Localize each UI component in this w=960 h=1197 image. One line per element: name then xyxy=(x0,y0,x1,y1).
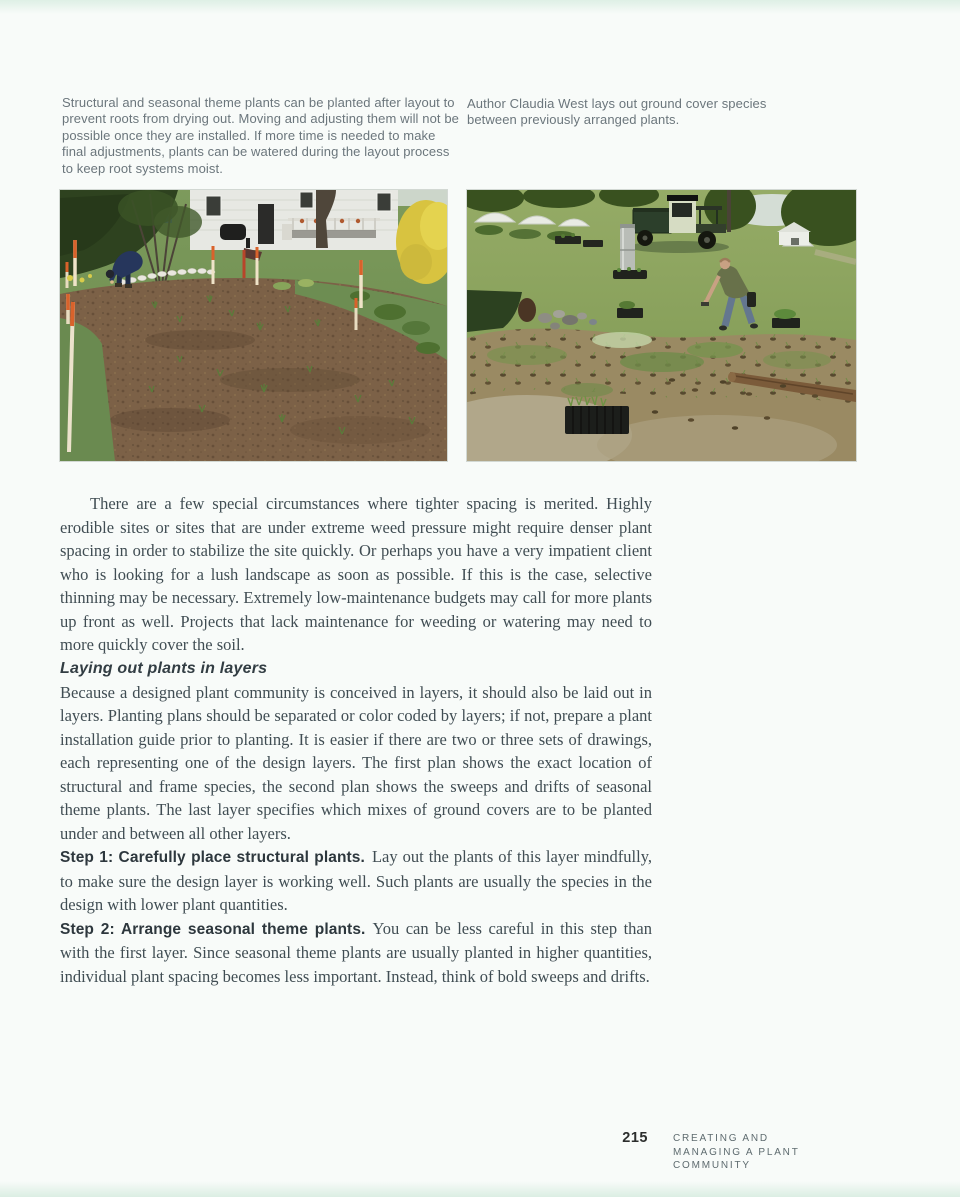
photo-planting-bed xyxy=(60,190,447,461)
running-title-line-3: COMMUNITY xyxy=(673,1160,751,1171)
paragraph-spacing-circumstances: There are a few special circumstances where tighter spacing is merited. Highly erodible sites or sites that are under extreme weed pressure might require denser plant spacing in order to stabilize the site quickly. Or perhaps you have a very impatient client who is looking for a lush landscape as soon as possible. If this is the case, selective thinning may be necessary. Extremely low-maintenance budgets may call for more plants up front as well. Projects that lack maintenance for weeding or watering may need to more quickly cover the soil. xyxy=(60,494,652,654)
paragraph-layers: Because a designed plant community is conceived in layers, it should also be laid out in layers. Planting plans should be separated or color coded by layers; if not, prepare a plant installation guide prior to planting. It is easier if there are two or three sets of drawings, each representing one of the design layers. The first plan shows the exact location of structural and frame species, the second plan shows the sweeps and drifts of seasonal theme plants. The last layer specifies which mixes of ground covers are to be planted under and between all other layers. xyxy=(60,682,652,843)
mud-foreground xyxy=(467,329,856,461)
step-2-text: You can be less careful in this step than with the first layer. Since seasonal theme plants are usually planted in higher quantities, individual plant spacing becomes less important. Instead, think of bold sweeps and drifts. xyxy=(60,918,652,986)
running-title-line-2: MANAGING A PLANT xyxy=(673,1146,800,1158)
step-1-paragraph xyxy=(60,845,652,917)
step-2-paragraph xyxy=(60,917,652,989)
running-chapter-title xyxy=(673,1132,843,1173)
photo-ground-cover-illustration xyxy=(467,190,856,461)
scan-tint-bottom xyxy=(0,1181,960,1197)
step-2-lead: Step 2: Arrange seasonal theme plants. xyxy=(60,920,366,938)
caption-right-photo: Author Claudia West lays out ground cover species between previously arranged plants. xyxy=(467,96,767,128)
step-1-lead: Step 1: Carefully place structural plants. xyxy=(60,849,365,866)
scan-tint-top xyxy=(0,0,960,14)
page-number: 215 xyxy=(622,1130,648,1146)
grill xyxy=(220,224,246,240)
body-text-column xyxy=(60,492,652,988)
photo-planting-bed-illustration xyxy=(60,190,447,461)
section-heading-laying-out-plants: Laying out plants in layers xyxy=(60,659,268,677)
photo-ground-cover-layout xyxy=(467,190,856,461)
step-1-text: Lay out the plants of this layer mindfully, to make sure the design layer is working well. Such plants are usually the species in the design with lower plant quantities. xyxy=(60,847,652,914)
stump xyxy=(518,298,536,322)
caption-left-photo: Structural and seasonal theme plants can be planted after layout to prevent roots from drying out. Moving and adjusting them will not be possible once they are installed. If more time is needed to make final adjustments, plants can be watered during the layout process to keep root systems moist. xyxy=(62,95,460,176)
running-title-line-1: CREATING AND xyxy=(673,1133,769,1144)
